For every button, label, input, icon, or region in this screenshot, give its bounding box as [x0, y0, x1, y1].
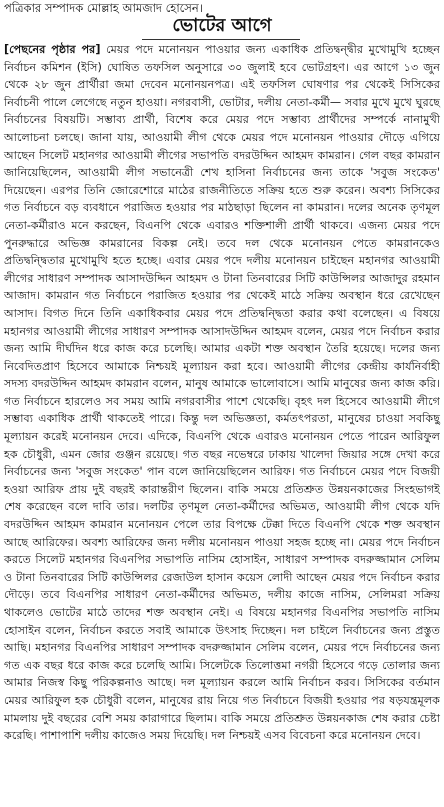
headline-rule [142, 39, 300, 40]
headline: ভোটের আগে [172, 15, 272, 36]
continuation-tag: [পেছনের পৃষ্ঠার পর] [4, 43, 101, 56]
editor-credit-line: পত্রিকার সম্পাদক মোল্লাহ আমজাদ হোসেন। [4, 1, 203, 15]
article-body [4, 41, 440, 745]
article-body-text: মেয়র পদে মনোনয়ন পাওয়ার জন্য একাধিক প্রতিদ্বন্দ্বীর মুখোমুখি হচ্ছেন নির্বাচন কমিশন (ইসি) ঘোষিত তফসিল অনুসারে ৩০ জুলাই হবে ভোটগ্রহণ। এর আগে ১৩ জুন থেকে ২৮ জুন প্রার্থীরা জমা দেবেন মনোনয়নপত্র। এই তফসিল ঘোষণার পর থেকেই সিসিকের নির্বাচনী পালে লেগেছে নতুন হাওয়া। নগরবাসী, ভোটার, দলীয় নেতা-কর্মী— সবার মুখে মুখে ঘুরছে নির্বাচনের বিষয়টি। সম্ভাব্য প্রার্থী, বিশেষ করে মেয়র পদে সম্ভাব্য প্রার্থীদের সম্পর্কে নানামুখী আলোচনা চলছে। জানা যায়, আওয়ামী লীগ থেকে মেয়র পদে মনোনয়ন পাওয়ার দৌড়ে এগিয়ে আছেন সিলেট মহানগর আওয়ামী লীগের সভাপতি বদরউদ্দিন আহমদ কামরান। গেল বছর কামরান জানিয়েছিলেন, আওয়ামী লীগ সভানেত্রী শেখ হাসিনা নির্বাচনের জন্য তাকে 'সবুজ সংকেত' দিয়েছেন। এরপর তিনি জোরেশোরে মাঠের রাজনীতিতে সক্রিয় হতে শুরু করেন। অবশ্য সিসিকের গত নির্বাচনে বড় ব্যবধানে পরাজিত হওয়ার পর মাঠছাড়া ছিলেন না কামরান। দলের অনেক তৃণমূল নেতা-কর্মীরাও মনে করছেন, বিএনপি থেকে এবারও শক্তিশালী প্রার্থী থাকবে। এজন্য মেয়র পদে পুনরুদ্ধারে অভিজ্ঞ কামরানের বিকল্প নেই। তবে দল থেকে মনোনয়ন পেতে কামরানকেও প্রতিদ্বন্দ্বিতার মুখোমুখি হতে হচ্ছে। এবার মেয়র পদে দলীয় মনোনয়ন চাইছেন মহানগর আওয়ামী লীগের সাধারণ সম্পাদক আসাদউদ্দিন আহমদ ও টানা তিনবারের সিটি কাউন্সিলর আজাদুর রহমান আজাদ। কামরান গত নির্বাচনে পরাজিত হওয়ার পর থেকেই মাঠে সক্রিয় অবস্থান ধরে রেখেছেন আসাদ। বিগত দিনে তিনি একাধিকবার মেয়র পদে প্রতিদ্বন্দ্বিতা করার কথা বলেছেন। এ বিষয়ে মহানগর আওয়ামী লীগের সাধারণ সম্পাদক আসাদউদ্দিন আহমদ বলেন, মেয়র পদে নির্বাচন করার জন্য আমি দীর্ঘদিন ধরে কাজ করে চলেছি। আমার একটা শক্ত অবস্থান তৈরি হয়েছে। দলের জন্য নিবেদিতপ্রাণ হিসেবে আমাকে নিশ্চয়ই মূল্যায়ন করা হবে। আওয়ামী লীগের কেন্দ্রীয় কার্যনির্বাহী সদস্য বদরউদ্দিন আহমদ কামরান বলেন, মানুষ আমাকে ভালোবাসে। আমি মানুষের জন্য কাজ করি। গত নির্বাচনে হারলেও সব সময় আমি নগরবাসীর পাশে থেকেছি। বৃহৎ দল হিসেবে আওয়ামী লীগে সম্ভাব্য একাধিক প্রার্থী থাকতেই পারে। কিন্তু দল অভিজ্ঞতা, কর্মতৎপরতা, মানুষের চাওয়া সবকিছু মূল্যায়ন করেই মনোনয়ন দেবে। এদিকে, বিএনপি থেকে এবারও মনোনয়ন পেতে পারেন আরিফুল হক চৌধুরী, এমন জোর গুঞ্জন রয়েছে। গত বছর নভেম্বরে ঢাকায় খালেদা জিয়ার সঙ্গে দেখা করে নির্বাচনের জন্য 'সবুজ সংকেত' পান বলে জানিয়েছিলেন আরিফ। গত নির্বাচনে মেয়র পদে বিজয়ী হওয়া আরিফ প্রায় দুই বছরই কারান্তরীণ ছিলেন। বাকি সময়ে প্রতিশ্রুত উন্নয়নকাজের সিংহভাগই শেষ করেছেন বলে দাবি তার। দলটির তৃণমূল নেতা-কর্মীদের অভিমত, আওয়ামী লীগ থেকে যদি বদরউদ্দিন আহমদ কামরান মনোনয়ন পেলে তার বিপক্ষে টেক্কা দিতে বিএনপি থেকে শক্ত অবস্থান আছে আরিফের। অবশ্য আরিফের জন্য দলীয় মনোনয়ন পাওয়া সহজ হচ্ছে না। মেয়র পদে নির্বাচন করতে সিলেট মহানগর বিএনপির সভাপতি নাসিম হোসাইন, সাধারণ সম্পাদক বদরুজ্জামান সেলিম ও টানা তিনবারের সিটি কাউন্সিলর রেজাউল হাসান কয়েস লোদী আছেন মেয়র পদে নির্বাচন করার দৌড়ে। তবে বিএনপির সাধারণ নেতা-কর্মীদের অভিমত, দলীয় কাজে নাসিম, সেলিমরা সক্রিয় থাকলেও ভোটের মাঠে তাদের শক্ত অবস্থান নেই। এ বিষয়ে মহানগর বিএনপির সভাপতি নাসিম হোসাইন বলেন, নির্বাচন করতে সবাই আমাকে উৎসাহ দিচ্ছেন। দল চাইলে নির্বাচনের জন্য প্রস্তুত আছি। মহানগর বিএনপির সাধারণ সম্পাদক বদরুজ্জামান সেলিম বলেন, মেয়র পদে নির্বাচনের জন্য গত এক বছর ধরে কাজ করে চলেছি আমি। সিলেটকে তিলোত্তমা নগরী হিসেবে গড়ে তোলার জন্য আমার নিজস্ব কিছু পরিকল্পনাও আছে। দল মূল্যায়ন করলে আমি নির্বাচন করব। সিসিকের বর্তমান মেয়র আরিফুল হক চৌধুরী বলেন, মানুষের রায় নিয়ে গত নির্বাচনে বিজয়ী হওয়ার পর ষড়যন্ত্রমূলক মামলায় দুই বছরের বেশি সময় কারাগারে ছিলাম। বাকি সময়ে প্রতিশ্রুত উন্নয়নকাজ শেষ করার চেষ্টা করেছি। পাশাপাশি দলীয় কাজেও সময় দিয়েছি। দল নিশ্চয়ই এসব বিবেচনা করে মনোনয়ন দেবে। [4, 43, 440, 743]
